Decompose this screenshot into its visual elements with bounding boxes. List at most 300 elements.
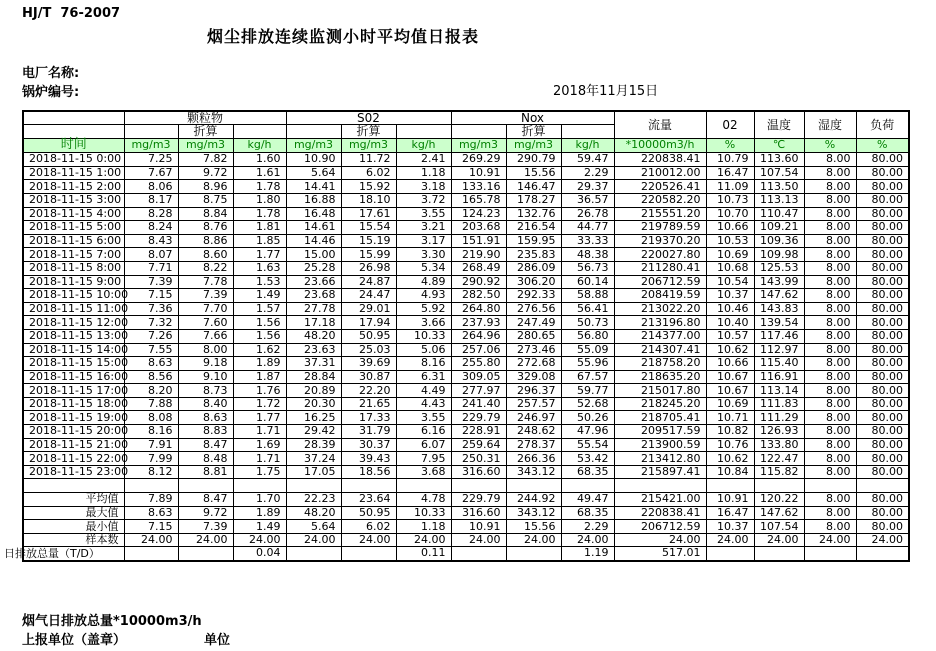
value-cell: 80.00 <box>856 289 909 303</box>
table-row <box>23 166 909 180</box>
value-cell: 1.63 <box>233 261 286 275</box>
value-cell: 126.93 <box>754 425 804 439</box>
time-cell: 2018-11-15 9:00 <box>23 275 124 289</box>
summary-row <box>23 547 909 561</box>
value-cell: 37.31 <box>286 357 341 371</box>
empty-cell <box>561 479 614 493</box>
value-cell: 8.00 <box>804 180 856 194</box>
table-row <box>23 193 909 207</box>
value-cell: 8.48 <box>178 452 233 466</box>
value-cell: 178.27 <box>506 193 561 207</box>
value-cell: 9.10 <box>178 370 233 384</box>
value-cell: 10.62 <box>706 452 754 466</box>
header-spacer <box>124 125 178 139</box>
summary-label: 最大值 <box>23 506 124 520</box>
value-cell: 8.40 <box>178 397 233 411</box>
unit-o2: % <box>706 138 754 153</box>
summary-value-cell: 1.18 <box>396 520 451 534</box>
value-cell: 1.69 <box>233 438 286 452</box>
value-cell: 8.73 <box>178 384 233 398</box>
summary-row <box>23 493 909 507</box>
time-cell: 2018-11-15 2:00 <box>23 180 124 194</box>
value-cell: 228.91 <box>451 425 506 439</box>
value-cell: 16.25 <box>286 411 341 425</box>
value-cell: 6.02 <box>341 166 396 180</box>
value-cell: 7.95 <box>396 452 451 466</box>
value-cell: 9.72 <box>178 166 233 180</box>
value-cell: 8.00 <box>804 397 856 411</box>
flue-gas-total-note: 烟气日排放总量*10000m3/h <box>22 614 202 629</box>
value-cell: 1.87 <box>233 370 286 384</box>
value-cell: 8.84 <box>178 207 233 221</box>
value-cell: 15.19 <box>341 234 396 248</box>
summary-value-cell: 120.22 <box>754 493 804 507</box>
value-cell: 280.65 <box>506 329 561 343</box>
summary-value-cell: 15.56 <box>506 520 561 534</box>
value-cell: 29.42 <box>286 425 341 439</box>
value-cell: 7.66 <box>178 329 233 343</box>
time-cell: 2018-11-15 11:00 <box>23 302 124 316</box>
summary-value-cell: 1.19 <box>561 547 614 561</box>
value-cell: 5.92 <box>396 302 451 316</box>
value-cell: 10.67 <box>706 384 754 398</box>
value-cell: 133.80 <box>754 438 804 452</box>
value-cell: 1.60 <box>233 153 286 167</box>
value-cell: 8.00 <box>804 207 856 221</box>
value-cell: 8.76 <box>178 221 233 235</box>
value-cell: 219370.20 <box>614 234 706 248</box>
value-cell: 3.21 <box>396 221 451 235</box>
emissions-table <box>4 110 910 562</box>
value-cell: 235.83 <box>506 248 561 262</box>
value-cell: 292.33 <box>506 289 561 303</box>
value-cell: 216.54 <box>506 221 561 235</box>
value-cell: 8.75 <box>178 193 233 207</box>
value-cell: 9.18 <box>178 357 233 371</box>
table-row <box>23 221 909 235</box>
value-cell: 8.24 <box>124 221 178 235</box>
summary-row <box>23 520 909 534</box>
value-cell: 1.53 <box>233 275 286 289</box>
value-cell: 80.00 <box>856 261 909 275</box>
summary-value-cell: 206712.59 <box>614 520 706 534</box>
summary-value-cell: 10.91 <box>706 493 754 507</box>
value-cell: 8.00 <box>804 438 856 452</box>
value-cell: 8.12 <box>124 465 178 479</box>
table-row <box>23 343 909 357</box>
time-cell: 2018-11-15 21:00 <box>23 438 124 452</box>
empty-cell <box>178 479 233 493</box>
time-cell: 2018-11-15 12:00 <box>23 316 124 330</box>
table-row <box>23 438 909 452</box>
value-cell: 2.29 <box>561 166 614 180</box>
value-cell: 58.88 <box>561 289 614 303</box>
value-cell: 8.96 <box>178 180 233 194</box>
unit-so2-converted-mgm3: mg/m3 <box>341 138 396 153</box>
value-cell: 24.87 <box>341 275 396 289</box>
value-cell: 111.29 <box>754 411 804 425</box>
value-cell: 113.60 <box>754 153 804 167</box>
value-cell: 213900.59 <box>614 438 706 452</box>
value-cell: 80.00 <box>856 166 909 180</box>
value-cell: 28.84 <box>286 370 341 384</box>
value-cell: 7.32 <box>124 316 178 330</box>
summary-value-cell: 24.00 <box>561 533 614 547</box>
value-cell: 39.43 <box>341 452 396 466</box>
value-cell: 8.43 <box>124 234 178 248</box>
value-cell: 1.62 <box>233 343 286 357</box>
summary-value-cell: 10.33 <box>396 506 451 520</box>
value-cell: 7.60 <box>178 316 233 330</box>
value-cell: 10.69 <box>706 397 754 411</box>
value-cell: 47.96 <box>561 425 614 439</box>
value-cell: 80.00 <box>856 343 909 357</box>
value-cell: 219789.59 <box>614 221 706 235</box>
empty-cell <box>396 479 451 493</box>
summary-value-cell: 517.01 <box>614 547 706 561</box>
value-cell: 8.56 <box>124 370 178 384</box>
table-row <box>23 329 909 343</box>
value-cell: 14.41 <box>286 180 341 194</box>
value-cell: 218705.41 <box>614 411 706 425</box>
value-cell: 30.37 <box>341 438 396 452</box>
value-cell: 1.77 <box>233 248 286 262</box>
value-cell: 8.00 <box>804 452 856 466</box>
value-cell: 8.00 <box>178 343 233 357</box>
value-cell: 1.80 <box>233 193 286 207</box>
summary-value-cell: 24.00 <box>286 533 341 547</box>
value-cell: 8.00 <box>804 370 856 384</box>
time-cell: 2018-11-15 23:00 <box>23 465 124 479</box>
value-cell: 15.00 <box>286 248 341 262</box>
value-cell: 3.30 <box>396 248 451 262</box>
value-cell: 124.23 <box>451 207 506 221</box>
value-cell: 80.00 <box>856 207 909 221</box>
summary-value-cell <box>451 547 506 561</box>
value-cell: 273.46 <box>506 343 561 357</box>
summary-value-cell <box>124 547 178 561</box>
value-cell: 80.00 <box>856 221 909 235</box>
value-cell: 8.00 <box>804 465 856 479</box>
value-cell: 210012.00 <box>614 166 706 180</box>
table-row <box>23 302 909 316</box>
summary-value-cell: 8.00 <box>804 520 856 534</box>
value-cell: 5.64 <box>286 166 341 180</box>
unit-nox-mgm3: mg/m3 <box>451 138 506 153</box>
unit-humidity: % <box>804 138 856 153</box>
value-cell: 20.89 <box>286 384 341 398</box>
value-cell: 209517.59 <box>614 425 706 439</box>
empty-cell <box>856 479 909 493</box>
summary-value-cell: 24.00 <box>506 533 561 547</box>
table-row <box>23 370 909 384</box>
summary-value-cell: 24.00 <box>341 533 396 547</box>
value-cell: 206712.59 <box>614 275 706 289</box>
value-cell: 39.69 <box>341 357 396 371</box>
plant-name-label: 电厂名称: <box>22 66 80 81</box>
value-cell: 3.72 <box>396 193 451 207</box>
value-cell: 10.90 <box>286 153 341 167</box>
value-cell: 10.67 <box>706 370 754 384</box>
summary-value-cell <box>178 547 233 561</box>
unit-so2-mgm3: mg/m3 <box>286 138 341 153</box>
summary-value-cell: 24.00 <box>178 533 233 547</box>
value-cell: 23.66 <box>286 275 341 289</box>
value-cell: 8.47 <box>178 438 233 452</box>
unit-pm-converted-mgm3: mg/m3 <box>178 138 233 153</box>
value-cell: 11.09 <box>706 180 754 194</box>
value-cell: 4.89 <box>396 275 451 289</box>
value-cell: 80.00 <box>856 438 909 452</box>
value-cell: 264.80 <box>451 302 506 316</box>
value-cell: 276.56 <box>506 302 561 316</box>
summary-value-cell: 80.00 <box>856 520 909 534</box>
header-spacer <box>286 125 341 139</box>
unit-nox-converted-mgm3: mg/m3 <box>506 138 561 153</box>
value-cell: 218635.20 <box>614 370 706 384</box>
unit-label: 单位 <box>204 633 231 648</box>
unit-so2-kgh: kg/h <box>396 138 451 153</box>
value-cell: 143.83 <box>754 302 804 316</box>
value-cell: 10.46 <box>706 302 754 316</box>
summary-value-cell <box>754 547 804 561</box>
summary-value-cell: 316.60 <box>451 506 506 520</box>
value-cell: 268.49 <box>451 261 506 275</box>
value-cell: 151.91 <box>451 234 506 248</box>
value-cell: 165.78 <box>451 193 506 207</box>
value-cell: 213196.80 <box>614 316 706 330</box>
summary-value-cell: 24.00 <box>856 533 909 547</box>
value-cell: 29.37 <box>561 180 614 194</box>
value-cell: 55.96 <box>561 357 614 371</box>
report-unit-label: 上报单位（盖章） <box>22 633 127 648</box>
value-cell: 29.01 <box>341 302 396 316</box>
value-cell: 16.88 <box>286 193 341 207</box>
value-cell: 10.79 <box>706 153 754 167</box>
summary-value-cell: 6.02 <box>341 520 396 534</box>
standard-code: HJ/T 76-2007 <box>22 6 121 21</box>
header-time: 时间 <box>23 138 124 153</box>
value-cell: 7.15 <box>124 289 178 303</box>
value-cell: 3.17 <box>396 234 451 248</box>
value-cell: 80.00 <box>856 397 909 411</box>
empty-cell <box>341 479 396 493</box>
value-cell: 80.00 <box>856 193 909 207</box>
header-load: 负荷 <box>856 111 909 138</box>
value-cell: 6.31 <box>396 370 451 384</box>
summary-value-cell: 10.37 <box>706 520 754 534</box>
value-cell: 8.07 <box>124 248 178 262</box>
value-cell: 8.00 <box>804 221 856 235</box>
unit-temperature: ℃ <box>754 138 804 153</box>
summary-value-cell: 24.00 <box>754 533 804 547</box>
table-row <box>23 397 909 411</box>
header-spacer <box>23 111 124 125</box>
value-cell: 257.57 <box>506 397 561 411</box>
value-cell: 8.17 <box>124 193 178 207</box>
value-cell: 109.98 <box>754 248 804 262</box>
value-cell: 20.30 <box>286 397 341 411</box>
value-cell: 1.81 <box>233 221 286 235</box>
unit-pm-mgm3: mg/m3 <box>124 138 178 153</box>
summary-value-cell: 80.00 <box>856 506 909 520</box>
value-cell: 7.71 <box>124 261 178 275</box>
value-cell: 8.22 <box>178 261 233 275</box>
value-cell: 50.26 <box>561 411 614 425</box>
table-row <box>23 289 909 303</box>
value-cell: 8.00 <box>804 261 856 275</box>
value-cell: 8.00 <box>804 316 856 330</box>
value-cell: 117.46 <box>754 329 804 343</box>
value-cell: 10.40 <box>706 316 754 330</box>
value-cell: 213022.20 <box>614 302 706 316</box>
value-cell: 7.67 <box>124 166 178 180</box>
value-cell: 115.82 <box>754 465 804 479</box>
value-cell: 10.84 <box>706 465 754 479</box>
value-cell: 109.21 <box>754 221 804 235</box>
table-body <box>4 152 909 561</box>
value-cell: 8.00 <box>804 357 856 371</box>
summary-value-cell <box>706 547 754 561</box>
value-cell: 5.06 <box>396 343 451 357</box>
value-cell: 1.72 <box>233 397 286 411</box>
table-row <box>23 465 909 479</box>
time-cell: 2018-11-15 19:00 <box>23 411 124 425</box>
table-row <box>23 153 909 167</box>
value-cell: 215017.80 <box>614 384 706 398</box>
value-cell: 282.50 <box>451 289 506 303</box>
summary-value-cell <box>506 547 561 561</box>
value-cell: 237.93 <box>451 316 506 330</box>
value-cell: 1.71 <box>233 452 286 466</box>
summary-value-cell: 229.79 <box>451 493 506 507</box>
time-cell: 2018-11-15 10:00 <box>23 289 124 303</box>
empty-cell <box>754 479 804 493</box>
value-cell: 11.72 <box>341 153 396 167</box>
value-cell: 257.06 <box>451 343 506 357</box>
value-cell: 14.61 <box>286 221 341 235</box>
value-cell: 266.36 <box>506 452 561 466</box>
value-cell: 8.00 <box>804 234 856 248</box>
value-cell: 53.42 <box>561 452 614 466</box>
value-cell: 10.76 <box>706 438 754 452</box>
value-cell: 7.39 <box>124 275 178 289</box>
value-cell: 25.28 <box>286 261 341 275</box>
value-cell: 7.39 <box>178 289 233 303</box>
value-cell: 31.79 <box>341 425 396 439</box>
value-cell: 1.56 <box>233 329 286 343</box>
empty-cell <box>451 479 506 493</box>
summary-value-cell: 8.00 <box>804 493 856 507</box>
time-cell: 2018-11-15 15:00 <box>23 357 124 371</box>
empty-cell <box>233 479 286 493</box>
summary-label: 平均值 <box>23 493 124 507</box>
value-cell: 115.40 <box>754 357 804 371</box>
value-cell: 8.83 <box>178 425 233 439</box>
header-spacer <box>396 125 451 139</box>
value-cell: 10.71 <box>706 411 754 425</box>
value-cell: 15.56 <box>506 166 561 180</box>
value-cell: 122.47 <box>754 452 804 466</box>
table-row <box>23 275 909 289</box>
value-cell: 80.00 <box>856 411 909 425</box>
value-cell: 147.62 <box>754 289 804 303</box>
value-cell: 6.16 <box>396 425 451 439</box>
value-cell: 52.68 <box>561 397 614 411</box>
value-cell: 8.06 <box>124 180 178 194</box>
value-cell: 37.24 <box>286 452 341 466</box>
header-nox-converted: 折算 <box>506 125 561 139</box>
value-cell: 67.57 <box>561 370 614 384</box>
value-cell: 8.00 <box>804 289 856 303</box>
summary-value-cell <box>341 547 396 561</box>
value-cell: 28.39 <box>286 438 341 452</box>
value-cell: 143.99 <box>754 275 804 289</box>
value-cell: 219.90 <box>451 248 506 262</box>
value-cell: 80.00 <box>856 302 909 316</box>
value-cell: 8.63 <box>124 357 178 371</box>
empty-cell <box>286 479 341 493</box>
value-cell: 55.09 <box>561 343 614 357</box>
value-cell: 7.70 <box>178 302 233 316</box>
time-cell: 2018-11-15 16:00 <box>23 370 124 384</box>
value-cell: 3.68 <box>396 465 451 479</box>
empty-cell <box>804 479 856 493</box>
table-row <box>23 425 909 439</box>
unit-pm-kgh: kg/h <box>233 138 286 153</box>
value-cell: 8.08 <box>124 411 178 425</box>
header-temperature: 温度 <box>754 111 804 138</box>
value-cell: 8.60 <box>178 248 233 262</box>
unit-flow: *10000m3/h <box>614 138 706 153</box>
value-cell: 211280.41 <box>614 261 706 275</box>
value-cell: 3.66 <box>396 316 451 330</box>
summary-label: 最小值 <box>23 520 124 534</box>
value-cell: 24.47 <box>341 289 396 303</box>
value-cell: 26.98 <box>341 261 396 275</box>
summary-value-cell: 1.49 <box>233 520 286 534</box>
value-cell: 8.00 <box>804 329 856 343</box>
summary-label: 样本数 <box>23 533 124 547</box>
value-cell: 36.57 <box>561 193 614 207</box>
summary-value-cell: 343.12 <box>506 506 561 520</box>
value-cell: 59.77 <box>561 384 614 398</box>
value-cell: 220582.20 <box>614 193 706 207</box>
value-cell: 15.92 <box>341 180 396 194</box>
time-cell: 2018-11-15 0:00 <box>23 153 124 167</box>
value-cell: 27.78 <box>286 302 341 316</box>
table-row <box>23 452 909 466</box>
value-cell: 7.26 <box>124 329 178 343</box>
empty-cell <box>506 479 561 493</box>
value-cell: 203.68 <box>451 221 506 235</box>
time-cell: 2018-11-15 5:00 <box>23 221 124 235</box>
value-cell: 17.94 <box>341 316 396 330</box>
value-cell: 296.37 <box>506 384 561 398</box>
summary-value-cell: 220838.41 <box>614 506 706 520</box>
page-title: 烟尘排放连续监测小时平均值日报表 <box>207 27 480 46</box>
summary-value-cell: 49.47 <box>561 493 614 507</box>
value-cell: 14.46 <box>286 234 341 248</box>
value-cell: 2.41 <box>396 153 451 167</box>
value-cell: 113.14 <box>754 384 804 398</box>
summary-value-cell: 24.00 <box>396 533 451 547</box>
value-cell: 59.47 <box>561 153 614 167</box>
value-cell: 1.78 <box>233 180 286 194</box>
time-cell: 2018-11-15 6:00 <box>23 234 124 248</box>
summary-value-cell: 8.00 <box>804 506 856 520</box>
value-cell: 250.31 <box>451 452 506 466</box>
